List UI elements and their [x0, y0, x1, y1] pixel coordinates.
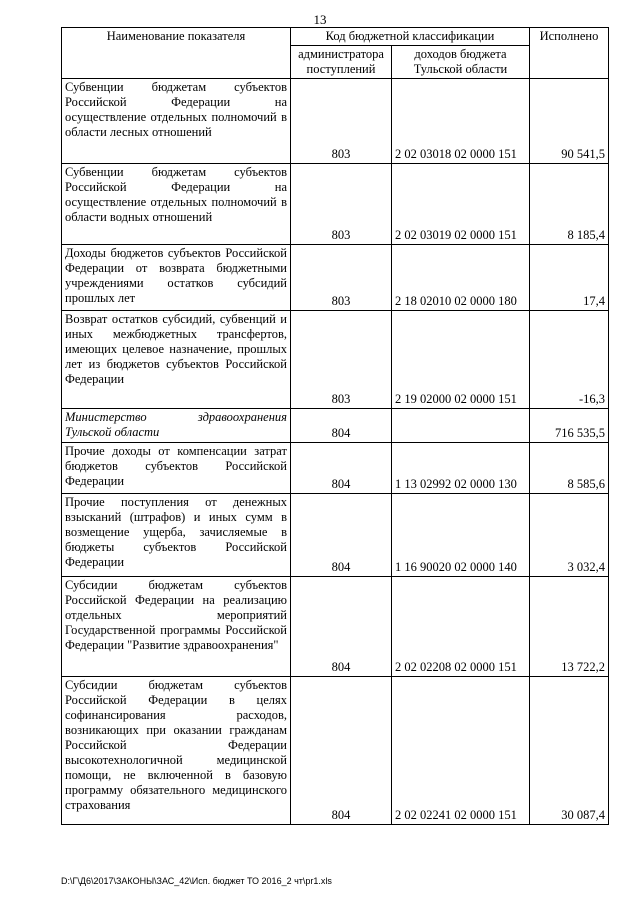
table-row [62, 245, 609, 311]
table-row [62, 443, 609, 494]
row-admin-code: 803 [291, 79, 392, 164]
row-value: 90 541,5 [530, 79, 609, 164]
table-row [62, 409, 609, 443]
row-value: 30 087,4 [530, 677, 609, 825]
table-row [62, 79, 609, 164]
row-value: 17,4 [530, 245, 609, 311]
row-income-code [392, 409, 530, 443]
row-value: 716 535,5 [530, 409, 609, 443]
row-name: Возврат остатков субсидий, субвенций и иных межбюджетных трансфертов, имеющих целевое назначение, прошлых лет из бюджетов субъектов Российской Федерации [62, 311, 291, 409]
budget-table [61, 27, 609, 825]
header-code-group: Код бюджетной классификации [291, 28, 530, 46]
row-value: -16,3 [530, 311, 609, 409]
file-path-footer: D:\Г\Д6\2017\ЗАКОНЫ\ЗАС_42\Исп. бюджет ТО 2016_2 чт\pr1.xls [61, 876, 332, 886]
row-income-code: 2 02 03018 02 0000 151 [392, 79, 530, 164]
row-admin-code: 804 [291, 577, 392, 677]
row-value: 8 585,6 [530, 443, 609, 494]
row-income-code: 2 19 02000 02 0000 151 [392, 311, 530, 409]
row-admin-code: 804 [291, 443, 392, 494]
row-name: Субсидии бюджетам субъектов Российской Федерации на реализацию отдельных мероприятий Государственной программы Российской Федерации "Развитие здравоохранения" [62, 577, 291, 677]
header-admin: администратора поступлений [291, 46, 392, 79]
table-row [62, 164, 609, 245]
row-name: Прочие поступления от денежных взысканий (штрафов) и иных сумм в возмещение ущерба, зачисляемые в бюджеты субъектов Российской Федерации [62, 494, 291, 577]
row-admin-code: 804 [291, 409, 392, 443]
row-income-code: 2 18 02010 02 0000 180 [392, 245, 530, 311]
row-name: Прочие доходы от компенсации затрат бюджетов субъектов Российской Федерации [62, 443, 291, 494]
row-value: 13 722,2 [530, 577, 609, 677]
page-number: 13 [313, 12, 327, 27]
row-name: Доходы бюджетов субъектов Российской Федерации от возврата бюджетными учреждениями остатков субсидий прошлых лет [62, 245, 291, 311]
header-name: Наименование показателя [62, 28, 291, 79]
row-value: 3 032,4 [530, 494, 609, 577]
row-name: Субвенции бюджетам субъектов Российской Федерации на осуществление отдельных полномочий в области лесных отношений [62, 79, 291, 164]
row-value: 8 185,4 [530, 164, 609, 245]
row-admin-code: 803 [291, 245, 392, 311]
row-income-code: 1 13 02992 02 0000 130 [392, 443, 530, 494]
header-income: доходов бюджета Тульской области [392, 46, 530, 79]
row-income-code: 2 02 03019 02 0000 151 [392, 164, 530, 245]
table-row [62, 677, 609, 825]
header-executed: Исполнено [530, 28, 609, 79]
row-admin-code: 804 [291, 494, 392, 577]
row-admin-code: 803 [291, 164, 392, 245]
row-income-code: 1 16 90020 02 0000 140 [392, 494, 530, 577]
row-name: Субсидии бюджетам субъектов Российской Федерации в целях софинансирования расходов, возникающих при оказании гражданам Российской Федерации высокотехнологичной медицинской помощи, не включенной в базовую программу обязательного медицинского страхования [62, 677, 291, 825]
table-row [62, 311, 609, 409]
row-income-code: 2 02 02208 02 0000 151 [392, 577, 530, 677]
row-name: Министерство здравоохранения Тульской области [62, 409, 291, 443]
row-name: Субвенции бюджетам субъектов Российской Федерации на осуществление отдельных полномочий в области водных отношений [62, 164, 291, 245]
table-row [62, 494, 609, 577]
table-row [62, 577, 609, 677]
row-income-code: 2 02 02241 02 0000 151 [392, 677, 530, 825]
row-admin-code: 804 [291, 677, 392, 825]
row-admin-code: 803 [291, 311, 392, 409]
